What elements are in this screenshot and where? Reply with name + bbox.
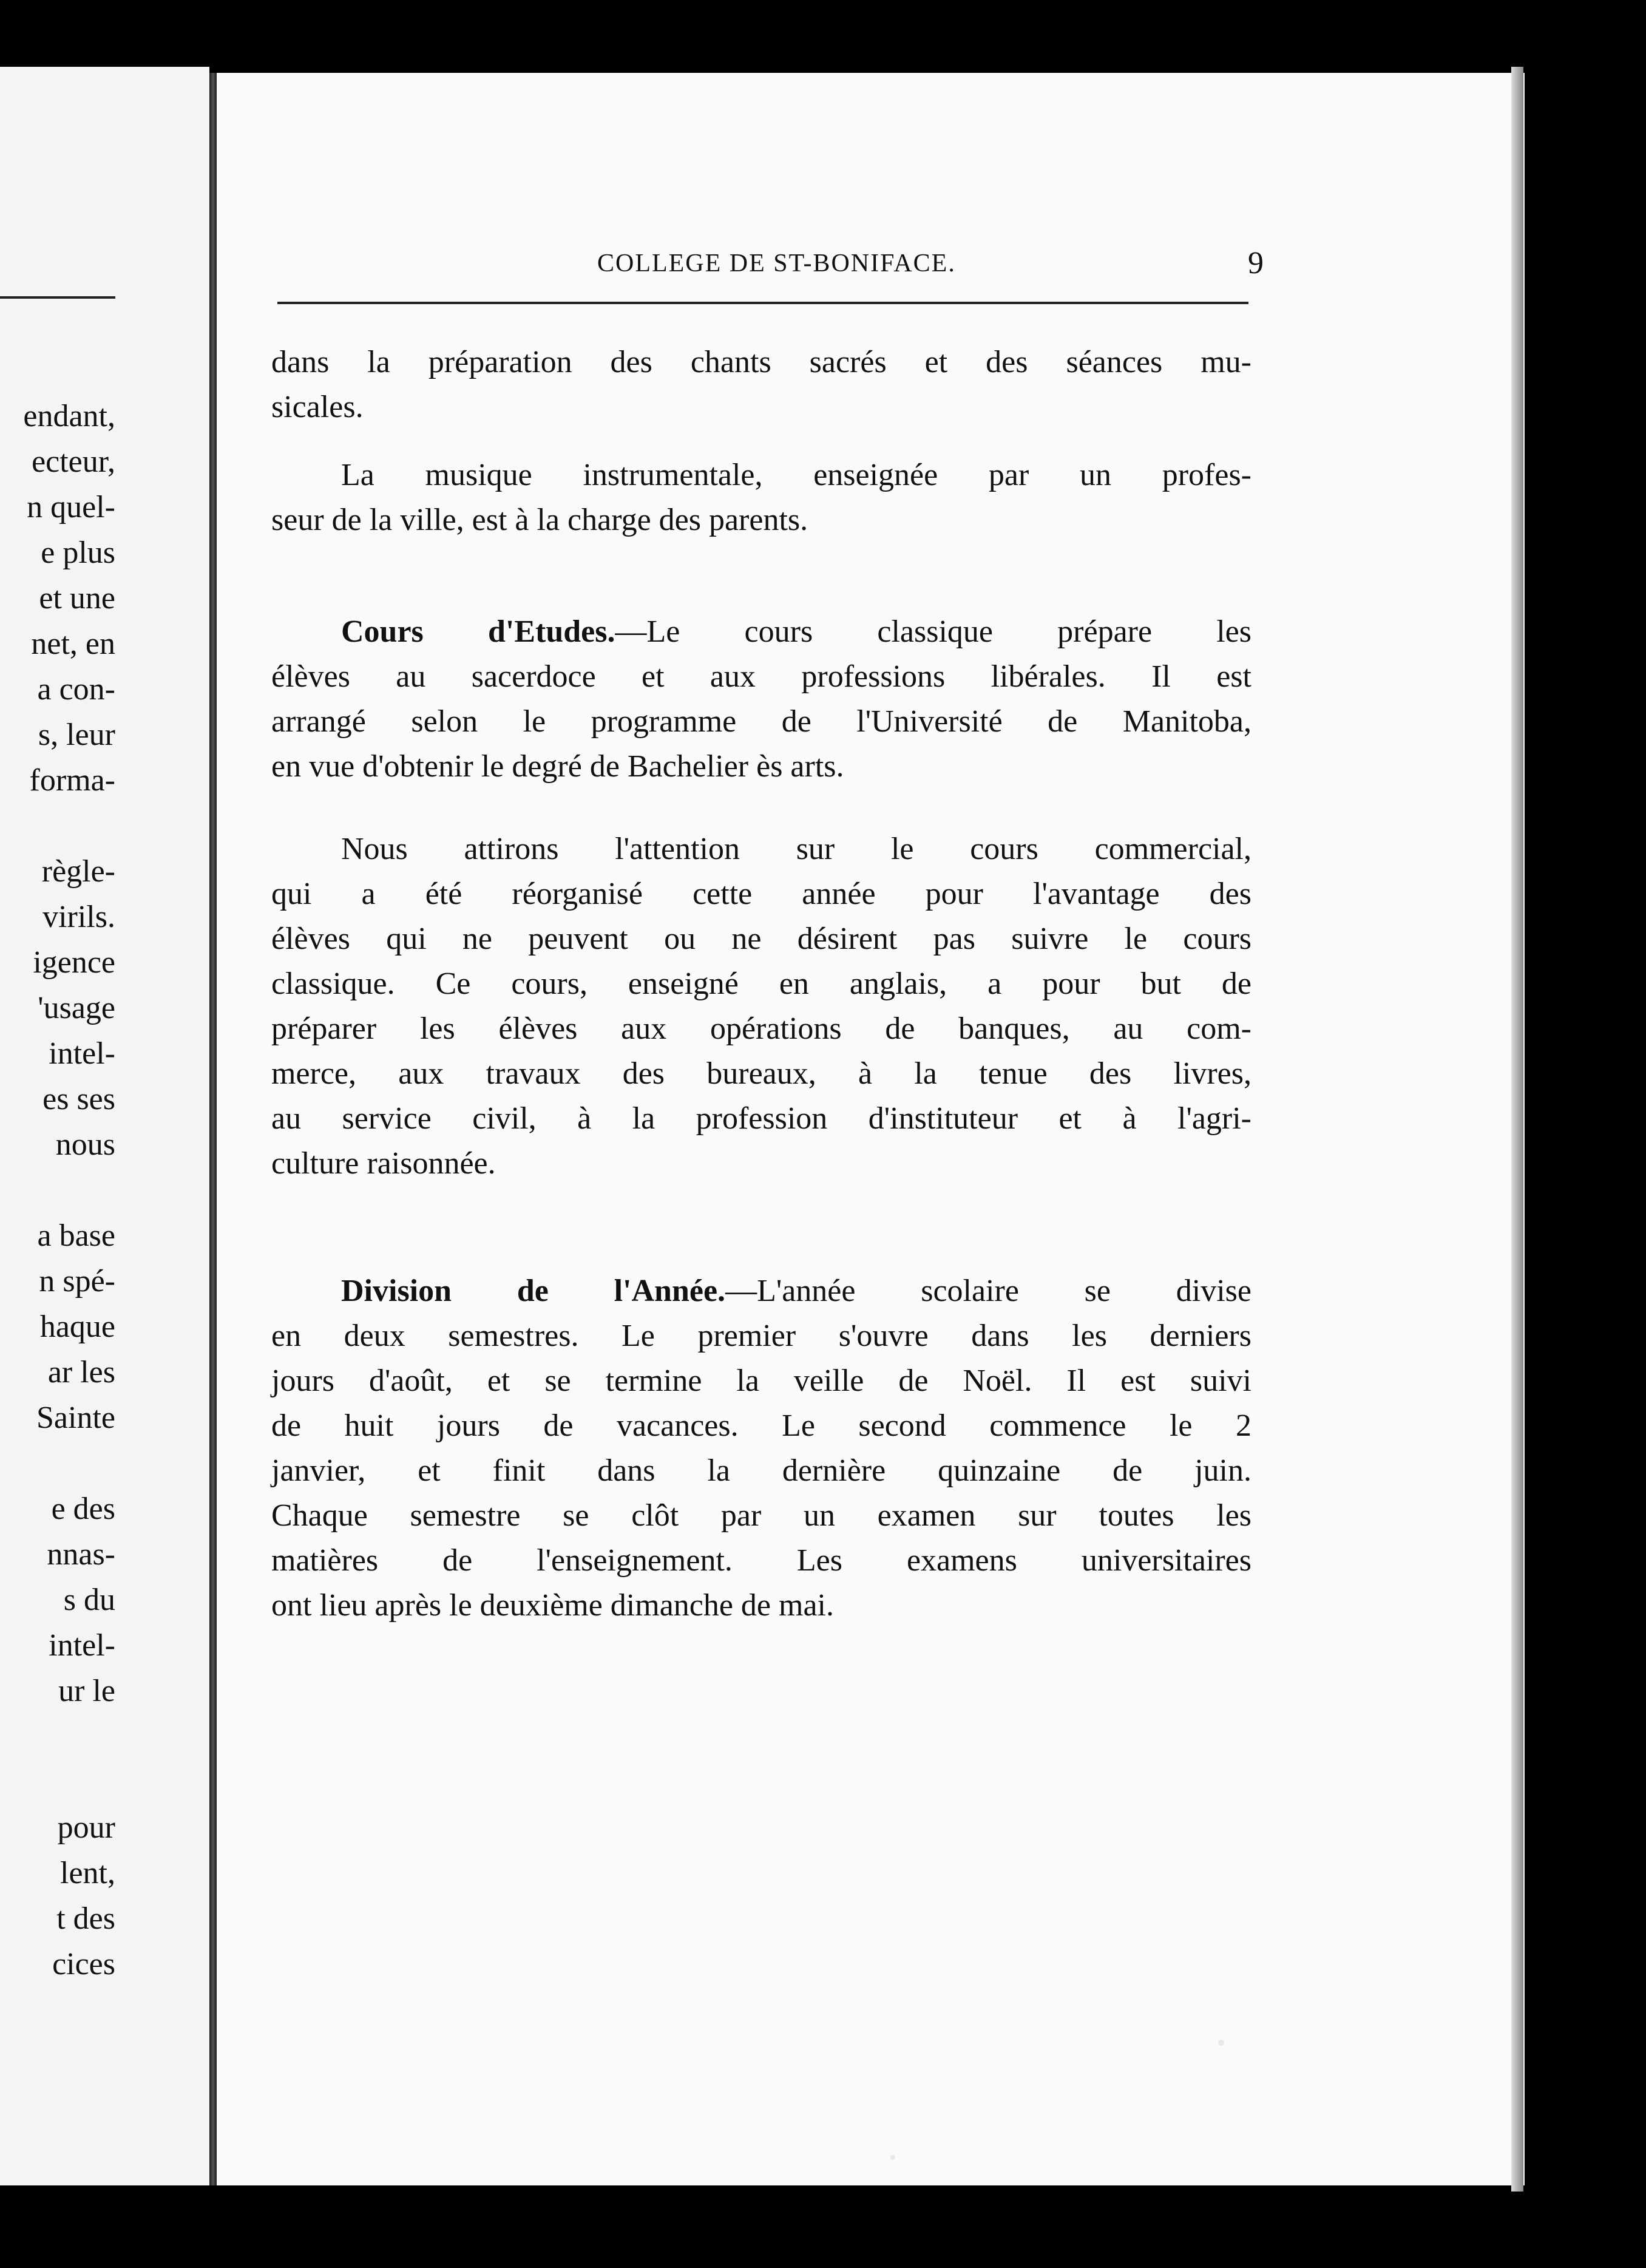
- text-run: —Le cours classique prépare les: [615, 614, 1251, 649]
- left-page-fragment: es ses: [42, 1082, 115, 1116]
- left-page-fragment: s, leur: [38, 718, 115, 752]
- text-line: [271, 609, 1251, 654]
- text-line: dans la préparation des chants sacrés et des séances mu-: [271, 345, 1251, 379]
- left-page-fragment: s du: [63, 1583, 115, 1617]
- paragraph-instrumental-music: [271, 453, 1251, 543]
- text-line: en vue d'obtenir le degré de Bachelier ès arts.: [271, 749, 844, 784]
- left-page-fragment: [23, 803, 115, 849]
- text-line: sicales.: [271, 390, 364, 424]
- text-line: arrangé selon le programme de l'Université de Manitoba,: [271, 704, 1251, 739]
- left-page-fragment: haque: [39, 1309, 115, 1344]
- left-page-fragment: ur le: [58, 1674, 115, 1708]
- text-line: ont lieu après le deuxième dimanche de mai.: [271, 1588, 834, 1623]
- text-line: matières de l'enseignement. Les examens universitaires: [271, 1543, 1251, 1578]
- left-page-fragment: cices: [52, 1947, 115, 1981]
- running-header-title: COLLEGE DE ST-BONIFACE.: [597, 250, 956, 277]
- left-page-fragment: règle-: [41, 854, 115, 889]
- text-run: —L'année scolaire se divise: [725, 1274, 1251, 1308]
- left-page-text-fragments: [23, 393, 115, 1987]
- paragraph-cours-etudes: [271, 609, 1251, 789]
- scan-dust: [890, 2155, 895, 2160]
- left-page-fragment: [23, 1167, 115, 1213]
- text-line: préparer les élèves aux opérations de banques, au com-: [271, 1011, 1251, 1046]
- paragraph-division-annee: [271, 1269, 1251, 1628]
- left-page-fragment: virils.: [42, 900, 115, 934]
- left-page-fragment: et une: [39, 581, 115, 616]
- right-page: [217, 73, 1525, 2185]
- paragraph-music-continued: [271, 340, 1251, 430]
- left-page-fragment: intel-: [49, 1628, 115, 1663]
- section-heading-division-annee: Division de l'Année.: [341, 1274, 726, 1308]
- page-edge-shadow: [1511, 67, 1523, 2192]
- left-page-fragment: e des: [51, 1492, 115, 1526]
- left-page-fragment: a con-: [37, 672, 115, 707]
- left-page-fragment: forma-: [29, 763, 115, 798]
- left-page-fragment: [23, 1759, 115, 1805]
- left-page-fragment: n spé-: [39, 1264, 115, 1299]
- text-line: La musique instrumentale, enseignée par un profes-: [341, 458, 1251, 492]
- left-page-fragment: [23, 1714, 115, 1759]
- text-line: classique. Ce cours, enseigné en anglais, a pour but de: [271, 966, 1251, 1001]
- left-page-fragment: Sainte: [36, 1401, 115, 1435]
- text-line: élèves qui ne peuvent ou ne désirent pas suivre le cours: [271, 922, 1251, 956]
- header-rule: [277, 302, 1248, 304]
- left-facing-page: [0, 67, 209, 2185]
- left-page-fragment: lent,: [60, 1856, 115, 1890]
- left-page-header-rule: [0, 296, 115, 299]
- left-page-fragment: [23, 1441, 115, 1486]
- text-line: seur de la ville, est à la charge des parents.: [271, 503, 808, 537]
- left-page-fragment: 'usage: [38, 991, 115, 1025]
- text-line: qui a été réorganisé cette année pour l'avantage des: [271, 877, 1251, 911]
- left-page-fragment: t des: [56, 1901, 115, 1936]
- left-page-fragment: intel-: [49, 1036, 115, 1071]
- scan-dust: [1218, 2040, 1224, 2046]
- page-number: 9: [1248, 246, 1264, 280]
- left-page-fragment: a base: [37, 1218, 115, 1253]
- text-line: Chaque semestre se clôt par un examen sur toutes les: [271, 1498, 1251, 1533]
- book-gutter: [209, 73, 217, 2185]
- text-line: de huit jours de vacances. Le second commence le 2: [271, 1408, 1251, 1443]
- text-line: Nous attirons l'attention sur le cours commercial,: [341, 832, 1251, 866]
- text-line: au service civil, à la profession d'instituteur et à l'agri-: [271, 1101, 1251, 1136]
- body-text: [271, 340, 1251, 1628]
- text-line: culture raisonnée.: [271, 1146, 496, 1181]
- text-line: élèves au sacerdoce et aux professions libérales. Il est: [271, 659, 1251, 694]
- left-page-fragment: nnas-: [47, 1537, 115, 1572]
- text-line: janvier, et finit dans la dernière quinzaine de juin.: [271, 1453, 1251, 1488]
- left-page-fragment: e plus: [41, 535, 115, 570]
- text-line: merce, aux travaux des bureaux, à la tenue des livres,: [271, 1056, 1251, 1091]
- text-line: en deux semestres. Le premier s'ouvre dans les derniers: [271, 1319, 1251, 1353]
- left-page-fragment: nous: [55, 1127, 115, 1162]
- section-heading-cours-etudes: Cours d'Etudes.: [341, 614, 615, 649]
- left-page-fragment: endant,: [23, 399, 115, 433]
- left-page-fragment: igence: [33, 945, 115, 980]
- left-page-fragment: net, en: [31, 626, 115, 661]
- left-page-fragment: ar les: [47, 1355, 115, 1390]
- text-line: [271, 1269, 1251, 1314]
- paragraph-cours-commercial: [271, 827, 1251, 1186]
- text-line: jours d'août, et se termine la veille de Noël. Il est suivi: [271, 1363, 1251, 1398]
- left-page-fragment: ecteur,: [32, 444, 115, 479]
- left-page-fragment: pour: [57, 1810, 115, 1845]
- left-page-fragment: n quel-: [27, 490, 115, 525]
- running-header: [277, 246, 1264, 291]
